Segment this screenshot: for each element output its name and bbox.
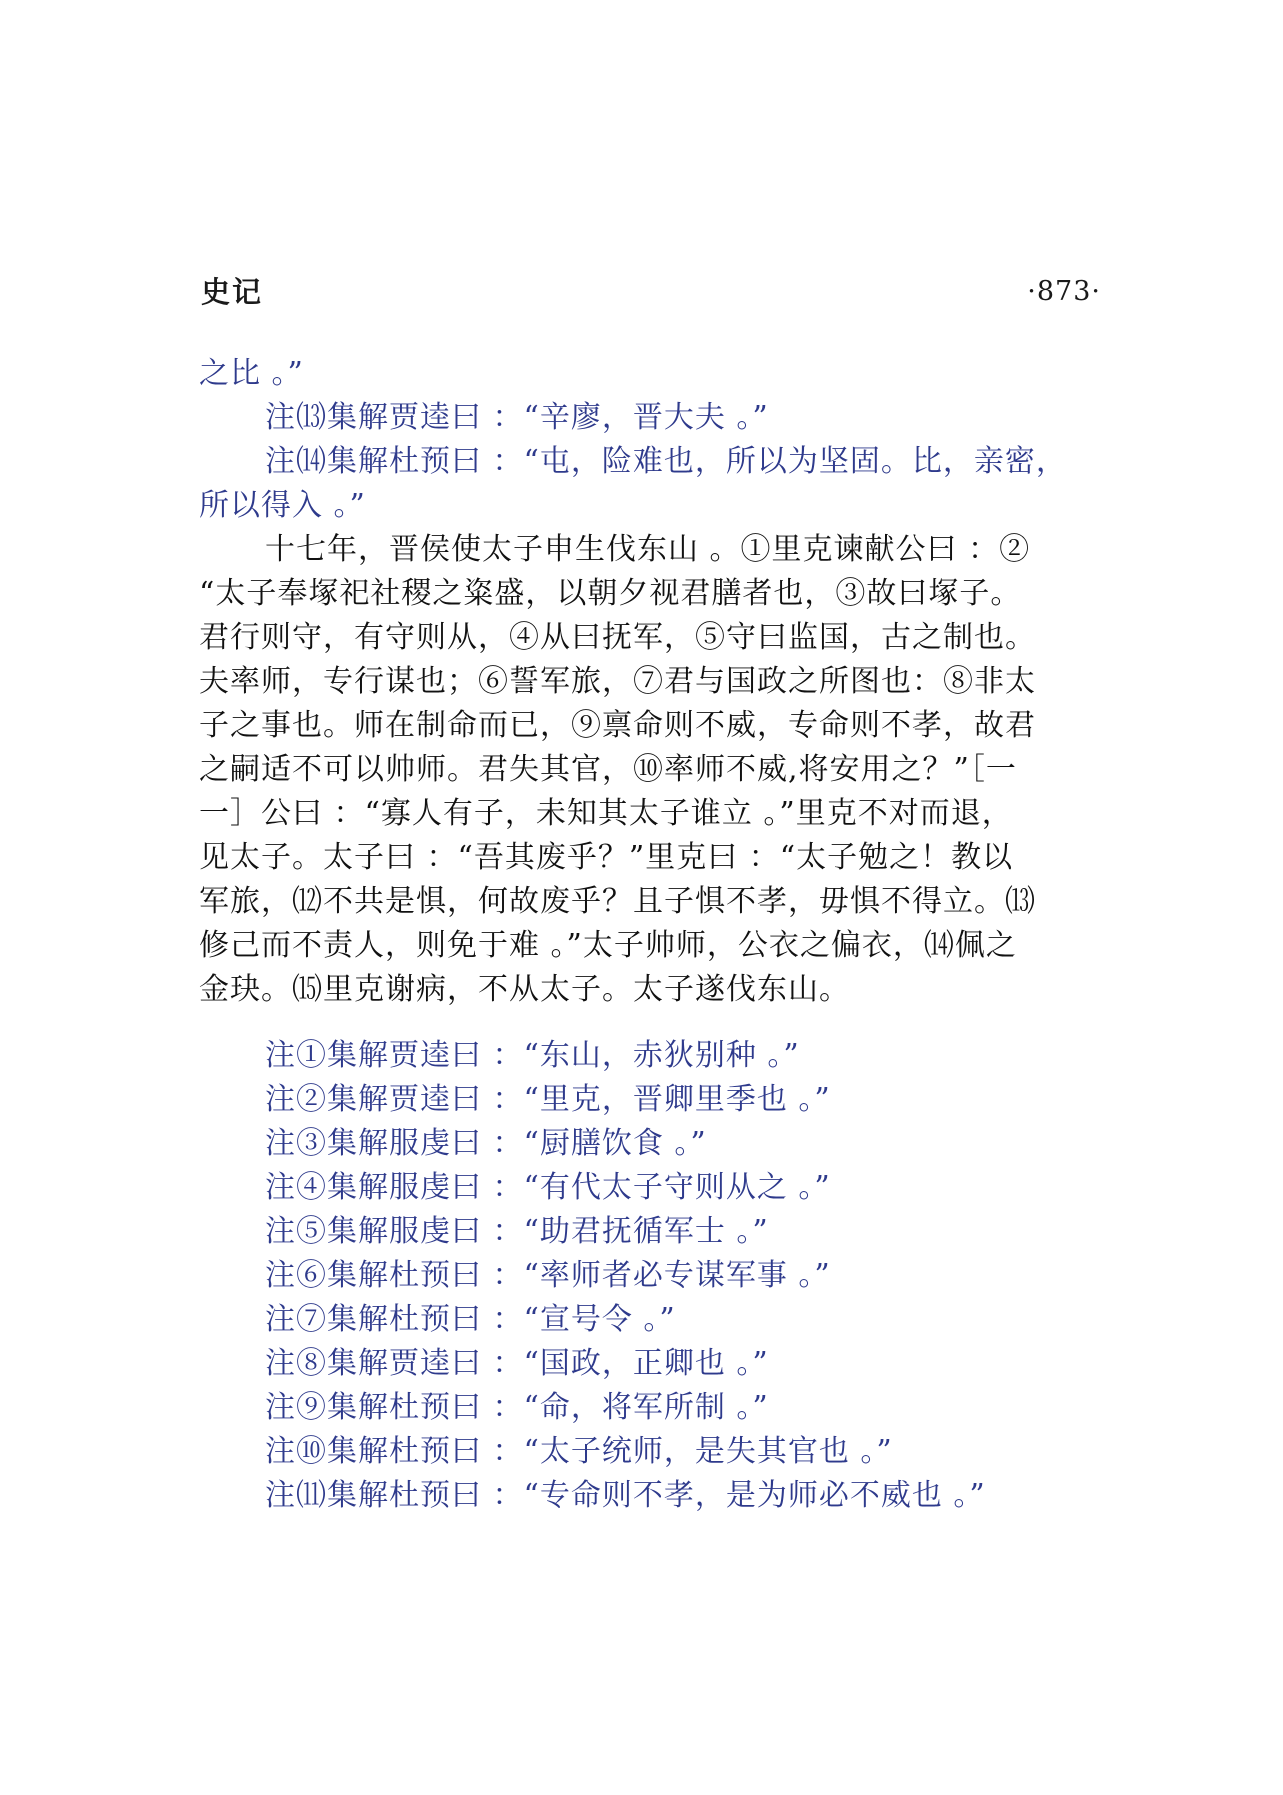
book-title: 史记: [201, 275, 264, 309]
text-line: 金玦。⒂里克谢病，不从太子。太子遂伐东山。: [199, 972, 850, 1007]
annotation-line: 注②集解贾逵曰 ：“里克，晋卿里季也 。”: [265, 1082, 831, 1117]
annotation-line: 注⒁集解杜预曰 ：“屯，险难也，所以为坚固。比，亲密，: [265, 444, 1067, 479]
annotation-line: 注④集解服虔曰 ：“有代太子守则从之 。”: [265, 1170, 831, 1205]
annotation-line: 注⒀集解贾逵曰 ：“辛廖，晋大夫 。”: [265, 400, 769, 435]
annotation-line: 注⑾集解杜预曰 ：“专命则不孝，是为师必不威也 。”: [265, 1478, 986, 1513]
text-line: 君行则守，有守则从，④从曰抚军，⑤守曰监国，古之制也。: [199, 620, 1036, 655]
annotation-line: 注③集解服虔曰 ：“厨膳饮食 。”: [265, 1126, 707, 1161]
annotation-block: [199, 1034, 1109, 1518]
annotation-line: 注⑦集解杜预曰 ：“宣号令 。”: [265, 1302, 676, 1337]
annotation-line: 所以得入 。”: [199, 488, 366, 523]
text-line: 夫率师，专行谋也；⑥誓军旅，⑦君与国政之所图也：⑧非太: [199, 664, 1036, 699]
paragraph-gap: [199, 1012, 1109, 1034]
annotation-line: 注⑥集解杜预曰 ：“率师者必专谋军事 。”: [265, 1258, 831, 1293]
main-text-block: [199, 352, 1109, 1012]
text-line: 子之事也。师在制命而已，⑨禀命则不威，专命则不孝，故君: [199, 708, 1036, 743]
annotation-line: 之比 。”: [199, 356, 304, 391]
text-line: “太子奉塚祀社稷之粢盛，以朝夕视君膳者也，③故曰塚子。: [199, 576, 1022, 611]
annotation-line: 注⑩集解杜预曰 ：“太子统师，是失其官也 。”: [265, 1434, 893, 1469]
body-text: [199, 352, 1109, 1518]
annotation-line: 注⑧集解贾逵曰 ：“国政，正卿也 。”: [265, 1346, 769, 1381]
annotation-line: 注⑤集解服虔曰 ：“助君抚循军士 。”: [265, 1214, 769, 1249]
text-line: 十七年，晋侯使太子申生伐东山 。①里克谏献公曰 ：②: [265, 532, 1031, 567]
text-line: 见太子。太子曰 ：“吾其废乎？”里克曰 ：“太子勉之！教以: [199, 840, 1014, 875]
text-line: 一］公曰 ：“寡人有子，未知其太子谁立 。”里克不对而退，: [199, 796, 1013, 831]
text-line: 之嗣适不可以帅师。君失其官，⑩率师不威,将安用之？”［一: [199, 752, 1017, 787]
text-line: 军旅，⑿不共是惧，何故废乎？且子惧不孝，毋惧不得立。⒀: [199, 884, 1036, 919]
page-number: ·873·: [1027, 276, 1101, 307]
text-line: 修己而不责人，则免于难 。”太子帅师，公衣之偏衣，⒁佩之: [199, 928, 1017, 963]
annotation-line: 注①集解贾逵曰 ：“东山，赤狄别种 。”: [265, 1038, 800, 1073]
annotation-line: 注⑨集解杜预曰 ：“命，将军所制 。”: [265, 1390, 769, 1425]
page-header: [201, 270, 1101, 314]
